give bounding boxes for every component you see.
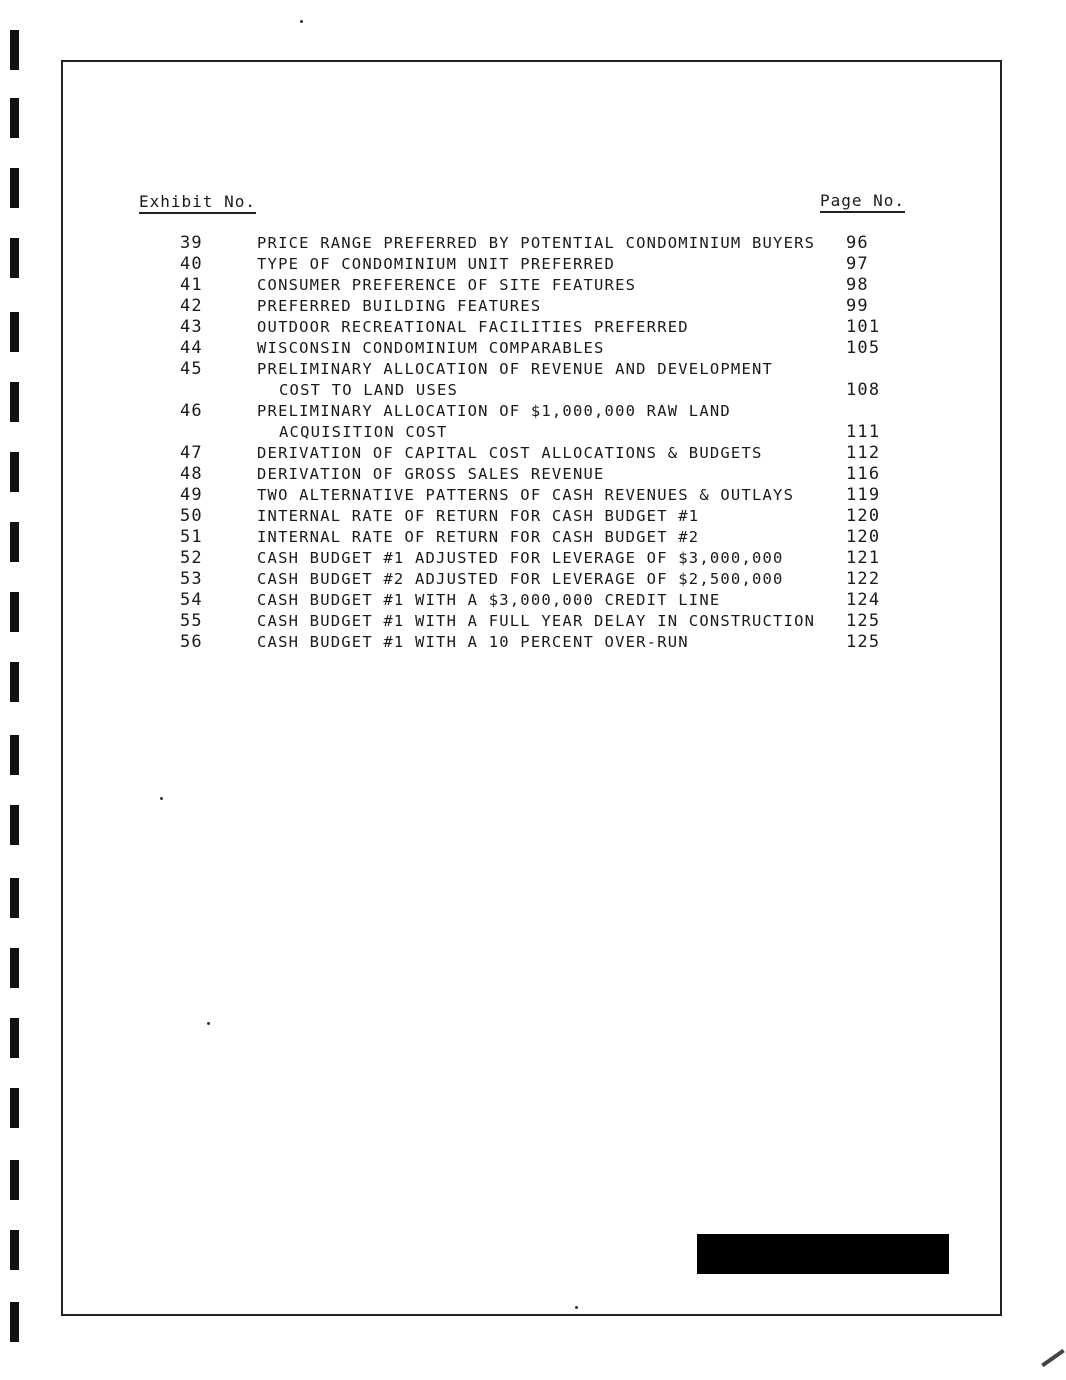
exhibit-number: 44 [180, 338, 203, 358]
list-item [0, 590, 1066, 611]
exhibit-list [0, 233, 1066, 653]
redaction-bar [697, 1234, 949, 1274]
exhibit-title [257, 401, 731, 443]
speck [300, 20, 303, 23]
binder-mark [10, 805, 19, 845]
list-item [0, 464, 1066, 485]
list-item [0, 254, 1066, 275]
page-number: 96 [846, 233, 869, 253]
page-number: 116 [846, 464, 881, 484]
exhibit-title [257, 359, 773, 401]
list-item [0, 632, 1066, 653]
page-number: 108 [846, 380, 881, 400]
exhibit-number: 53 [180, 569, 203, 589]
list-item [0, 401, 1066, 443]
list-item [0, 233, 1066, 254]
exhibit-title: WISCONSIN CONDOMINIUM COMPARABLES [257, 339, 605, 357]
exhibit-title: CASH BUDGET #2 ADJUSTED FOR LEVERAGE OF $2,500,000 [257, 570, 784, 588]
exhibit-title: DERIVATION OF CAPITAL COST ALLOCATIONS & BUDGETS [257, 444, 763, 462]
exhibit-title-line1: PRELIMINARY ALLOCATION OF REVENUE AND DEVELOPMENT [257, 360, 774, 378]
page-number: 112 [846, 443, 881, 463]
binder-mark [10, 948, 19, 988]
list-item [0, 569, 1066, 590]
exhibit-title: TWO ALTERNATIVE PATTERNS OF CASH REVENUES & OUTLAYS [257, 486, 795, 504]
binder-mark [10, 878, 19, 918]
exhibit-title-line2: COST TO LAND USES [279, 381, 459, 399]
exhibit-number: 56 [180, 632, 203, 652]
list-item [0, 359, 1066, 401]
exhibit-number: 54 [180, 590, 203, 610]
exhibit-title: INTERNAL RATE OF RETURN FOR CASH BUDGET #1 [257, 507, 700, 525]
exhibit-number: 39 [180, 233, 203, 253]
exhibit-title: OUTDOOR RECREATIONAL FACILITIES PREFERRED [257, 318, 689, 336]
page-number: 120 [846, 506, 881, 526]
exhibit-title: DERIVATION OF GROSS SALES REVENUE [257, 465, 605, 483]
binder-mark [10, 30, 19, 70]
list-item [0, 317, 1066, 338]
list-item [0, 506, 1066, 527]
exhibit-title: CASH BUDGET #1 WITH A 10 PERCENT OVER-RUN [257, 633, 689, 651]
exhibit-title: CONSUMER PREFERENCE OF SITE FEATURES [257, 276, 637, 294]
exhibit-title: INTERNAL RATE OF RETURN FOR CASH BUDGET #2 [257, 528, 700, 546]
page-number: 101 [846, 317, 881, 337]
page-number: 98 [846, 275, 869, 295]
exhibit-title: CASH BUDGET #1 ADJUSTED FOR LEVERAGE OF $3,000,000 [257, 549, 784, 567]
binder-mark [10, 98, 19, 138]
exhibit-number: 46 [180, 401, 203, 421]
binder-mark [10, 1302, 19, 1342]
binder-mark [10, 1160, 19, 1200]
exhibit-number: 45 [180, 359, 203, 379]
exhibit-number: 41 [180, 275, 203, 295]
list-item [0, 296, 1066, 317]
exhibit-title: PRICE RANGE PREFERRED BY POTENTIAL CONDOMINIUM BUYERS [257, 234, 816, 252]
list-item [0, 527, 1066, 548]
exhibit-number: 55 [180, 611, 203, 631]
page-number: 121 [846, 548, 881, 568]
exhibit-number: 50 [180, 506, 203, 526]
exhibit-number: 52 [180, 548, 203, 568]
exhibit-title: TYPE OF CONDOMINIUM UNIT PREFERRED [257, 255, 616, 273]
exhibit-number: 49 [180, 485, 203, 505]
exhibit-number: 47 [180, 443, 203, 463]
page-number: 125 [846, 611, 881, 631]
binder-mark [10, 1230, 19, 1270]
exhibit-title: PREFERRED BUILDING FEATURES [257, 297, 542, 315]
page-number: 97 [846, 254, 869, 274]
list-item [0, 485, 1066, 506]
list-item [0, 611, 1066, 632]
exhibit-number: 51 [180, 527, 203, 547]
exhibit-title: CASH BUDGET #1 WITH A $3,000,000 CREDIT LINE [257, 591, 721, 609]
page-number: 105 [846, 338, 881, 358]
exhibit-number: 48 [180, 464, 203, 484]
binder-mark [10, 1088, 19, 1128]
page-number: 125 [846, 632, 881, 652]
exhibit-number: 40 [180, 254, 203, 274]
exhibit-title-line1: PRELIMINARY ALLOCATION OF $1,000,000 RAW LAND [257, 402, 731, 420]
corner-scribble [1041, 1349, 1065, 1367]
list-item [0, 548, 1066, 569]
list-item [0, 275, 1066, 296]
page-number: 119 [846, 485, 881, 505]
exhibit-number-header: Exhibit No. [139, 192, 256, 214]
page-number-header: Page No. [820, 191, 905, 213]
binder-mark [10, 735, 19, 775]
exhibit-title-line2: ACQUISITION COST [279, 423, 448, 441]
binder-mark [10, 662, 19, 702]
page-number: 99 [846, 296, 869, 316]
binder-mark [10, 168, 19, 208]
page-number: 111 [846, 422, 881, 442]
page-number: 122 [846, 569, 881, 589]
exhibit-number: 42 [180, 296, 203, 316]
list-item [0, 338, 1066, 359]
binder-mark [10, 1018, 19, 1058]
exhibit-number: 43 [180, 317, 203, 337]
exhibit-title: CASH BUDGET #1 WITH A FULL YEAR DELAY IN CONSTRUCTION [257, 612, 816, 630]
page-number: 124 [846, 590, 881, 610]
list-item [0, 443, 1066, 464]
page-number: 120 [846, 527, 881, 547]
